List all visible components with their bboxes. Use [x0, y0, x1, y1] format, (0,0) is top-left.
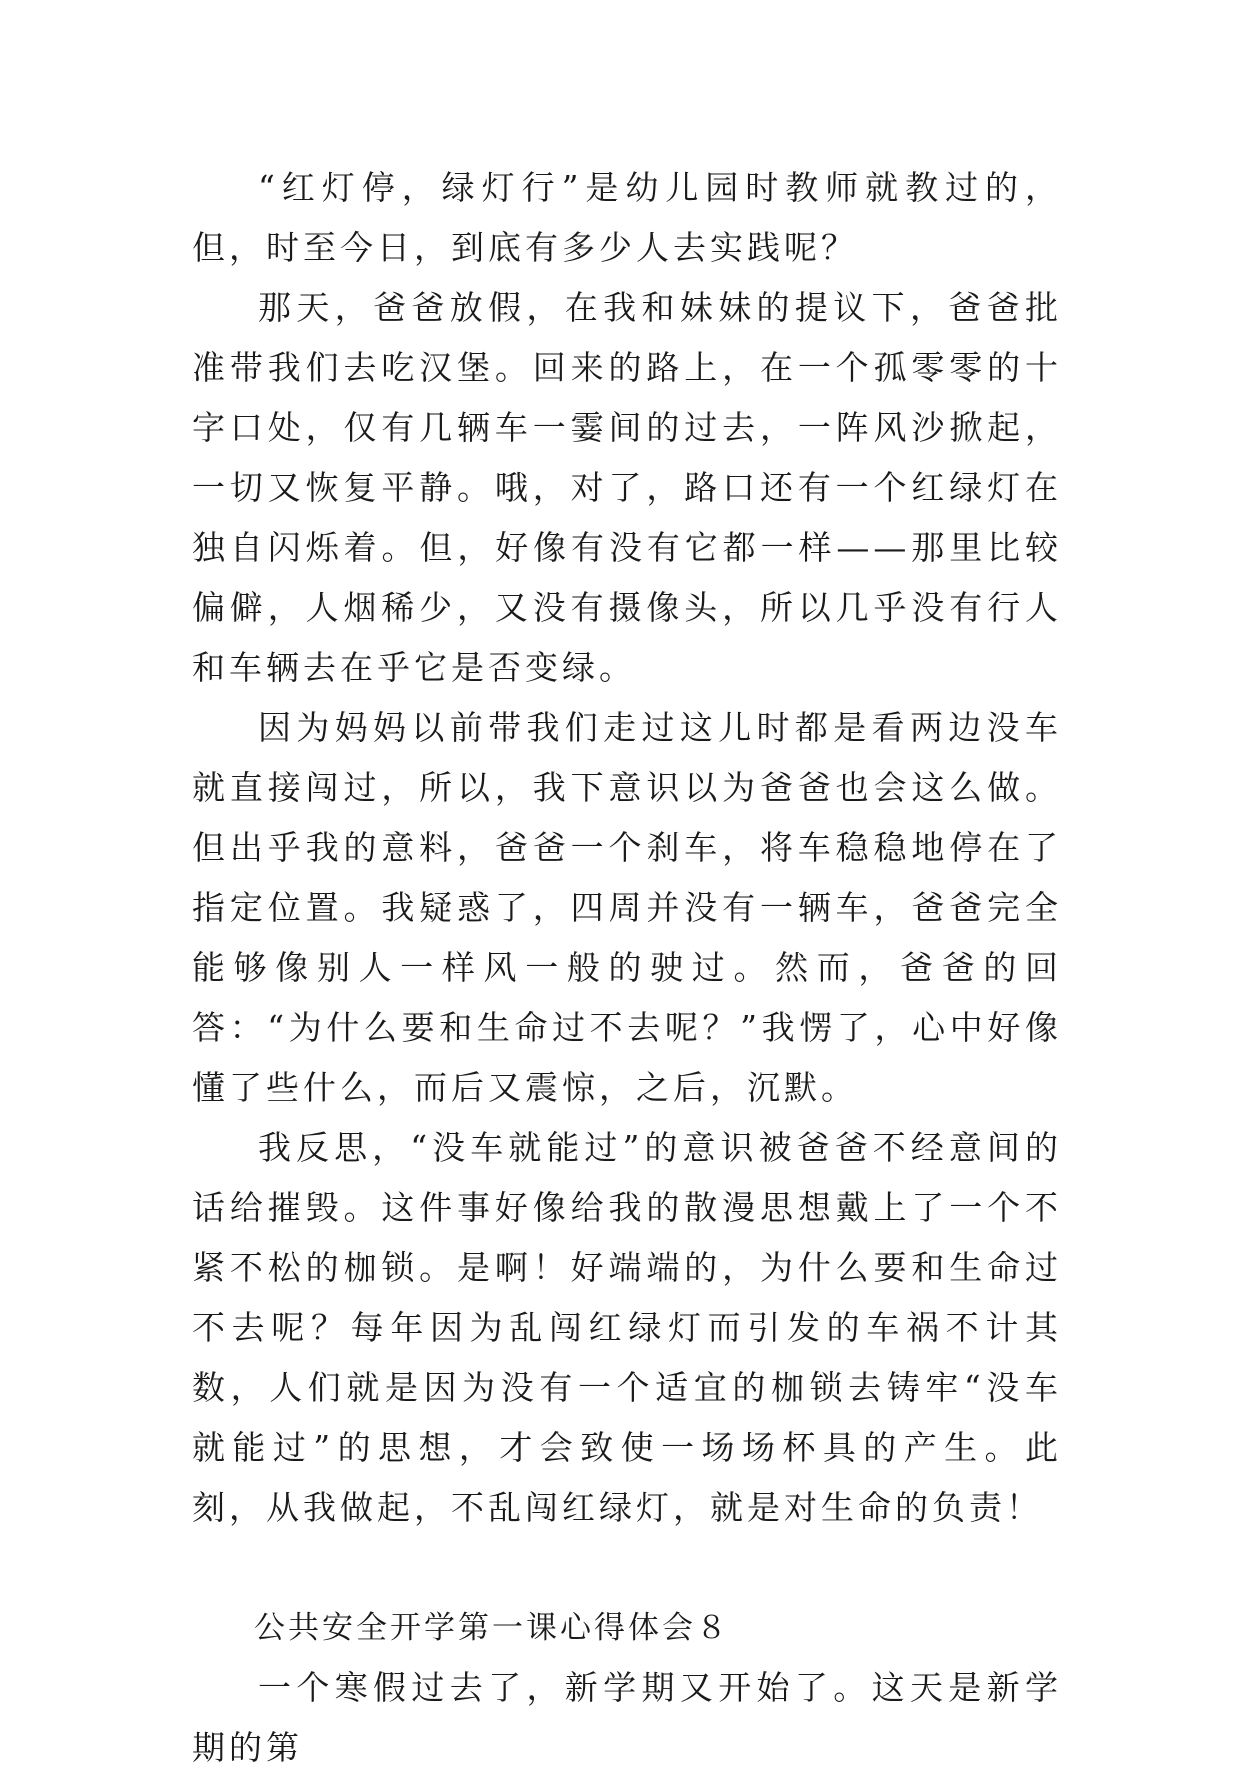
paragraph-2: 那天，爸爸放假，在我和妹妹的提议下，爸爸批准带我们去吃汉堡。回来的路上，在一个孤零零的十字口处，仅有几辆车一霎间的过去，一阵风沙掀起，一切又恢复平静。哦，对了，路口还有一个红绿灯在独自闪烁着。但，好像有没有它都一样——那里比较偏僻，人烟稀少，又没有摄像头，所以几乎没有行人和车辆去在乎它是否变绿。 [192, 288, 1062, 687]
section-paragraph-1: 一个寒假过去了，新学期又开始了。这天是新学期的第 [192, 1668, 1062, 1767]
paragraph-1: “红灯停，绿灯行”是幼儿园时教师就教过的，但，时至今日，到底有多少人去实践呢？ [192, 168, 1062, 267]
paragraph-4: 我反思，“没车就能过”的意识被爸爸不经意间的话给摧毁。这件事好像给我的散漫思想戴上了一个不紧不松的枷锁。是啊！好端端的，为什么要和生命过不去呢？每年因为乱闯红绿灯而引发的车祸不计其数，人们就是因为没有一个适宜的枷锁去铸牢“没车就能过”的思想，才会致使一场场杯具的产生。此刻，从我做起，不乱闯红绿灯，就是对生命的负责！ [192, 1128, 1062, 1527]
document-body [192, 158, 1062, 1778]
section-heading: 公共安全开学第一课心得体会８ [254, 1610, 730, 1646]
paragraph-3: 因为妈妈以前带我们走过这儿时都是看两边没车就直接闯过，所以，我下意识以为爸爸也会这么做。但出乎我的意料，爸爸一个刹车，将车稳稳地停在了指定位置。我疑惑了，四周并没有一辆车，爸爸完全能够像别人一样风一般的驶过。然而，爸爸的回答：“为什么要和生命过不去呢？”我愣了，心中好像懂了些什么，而后又震惊，之后，沉默。 [192, 708, 1062, 1107]
